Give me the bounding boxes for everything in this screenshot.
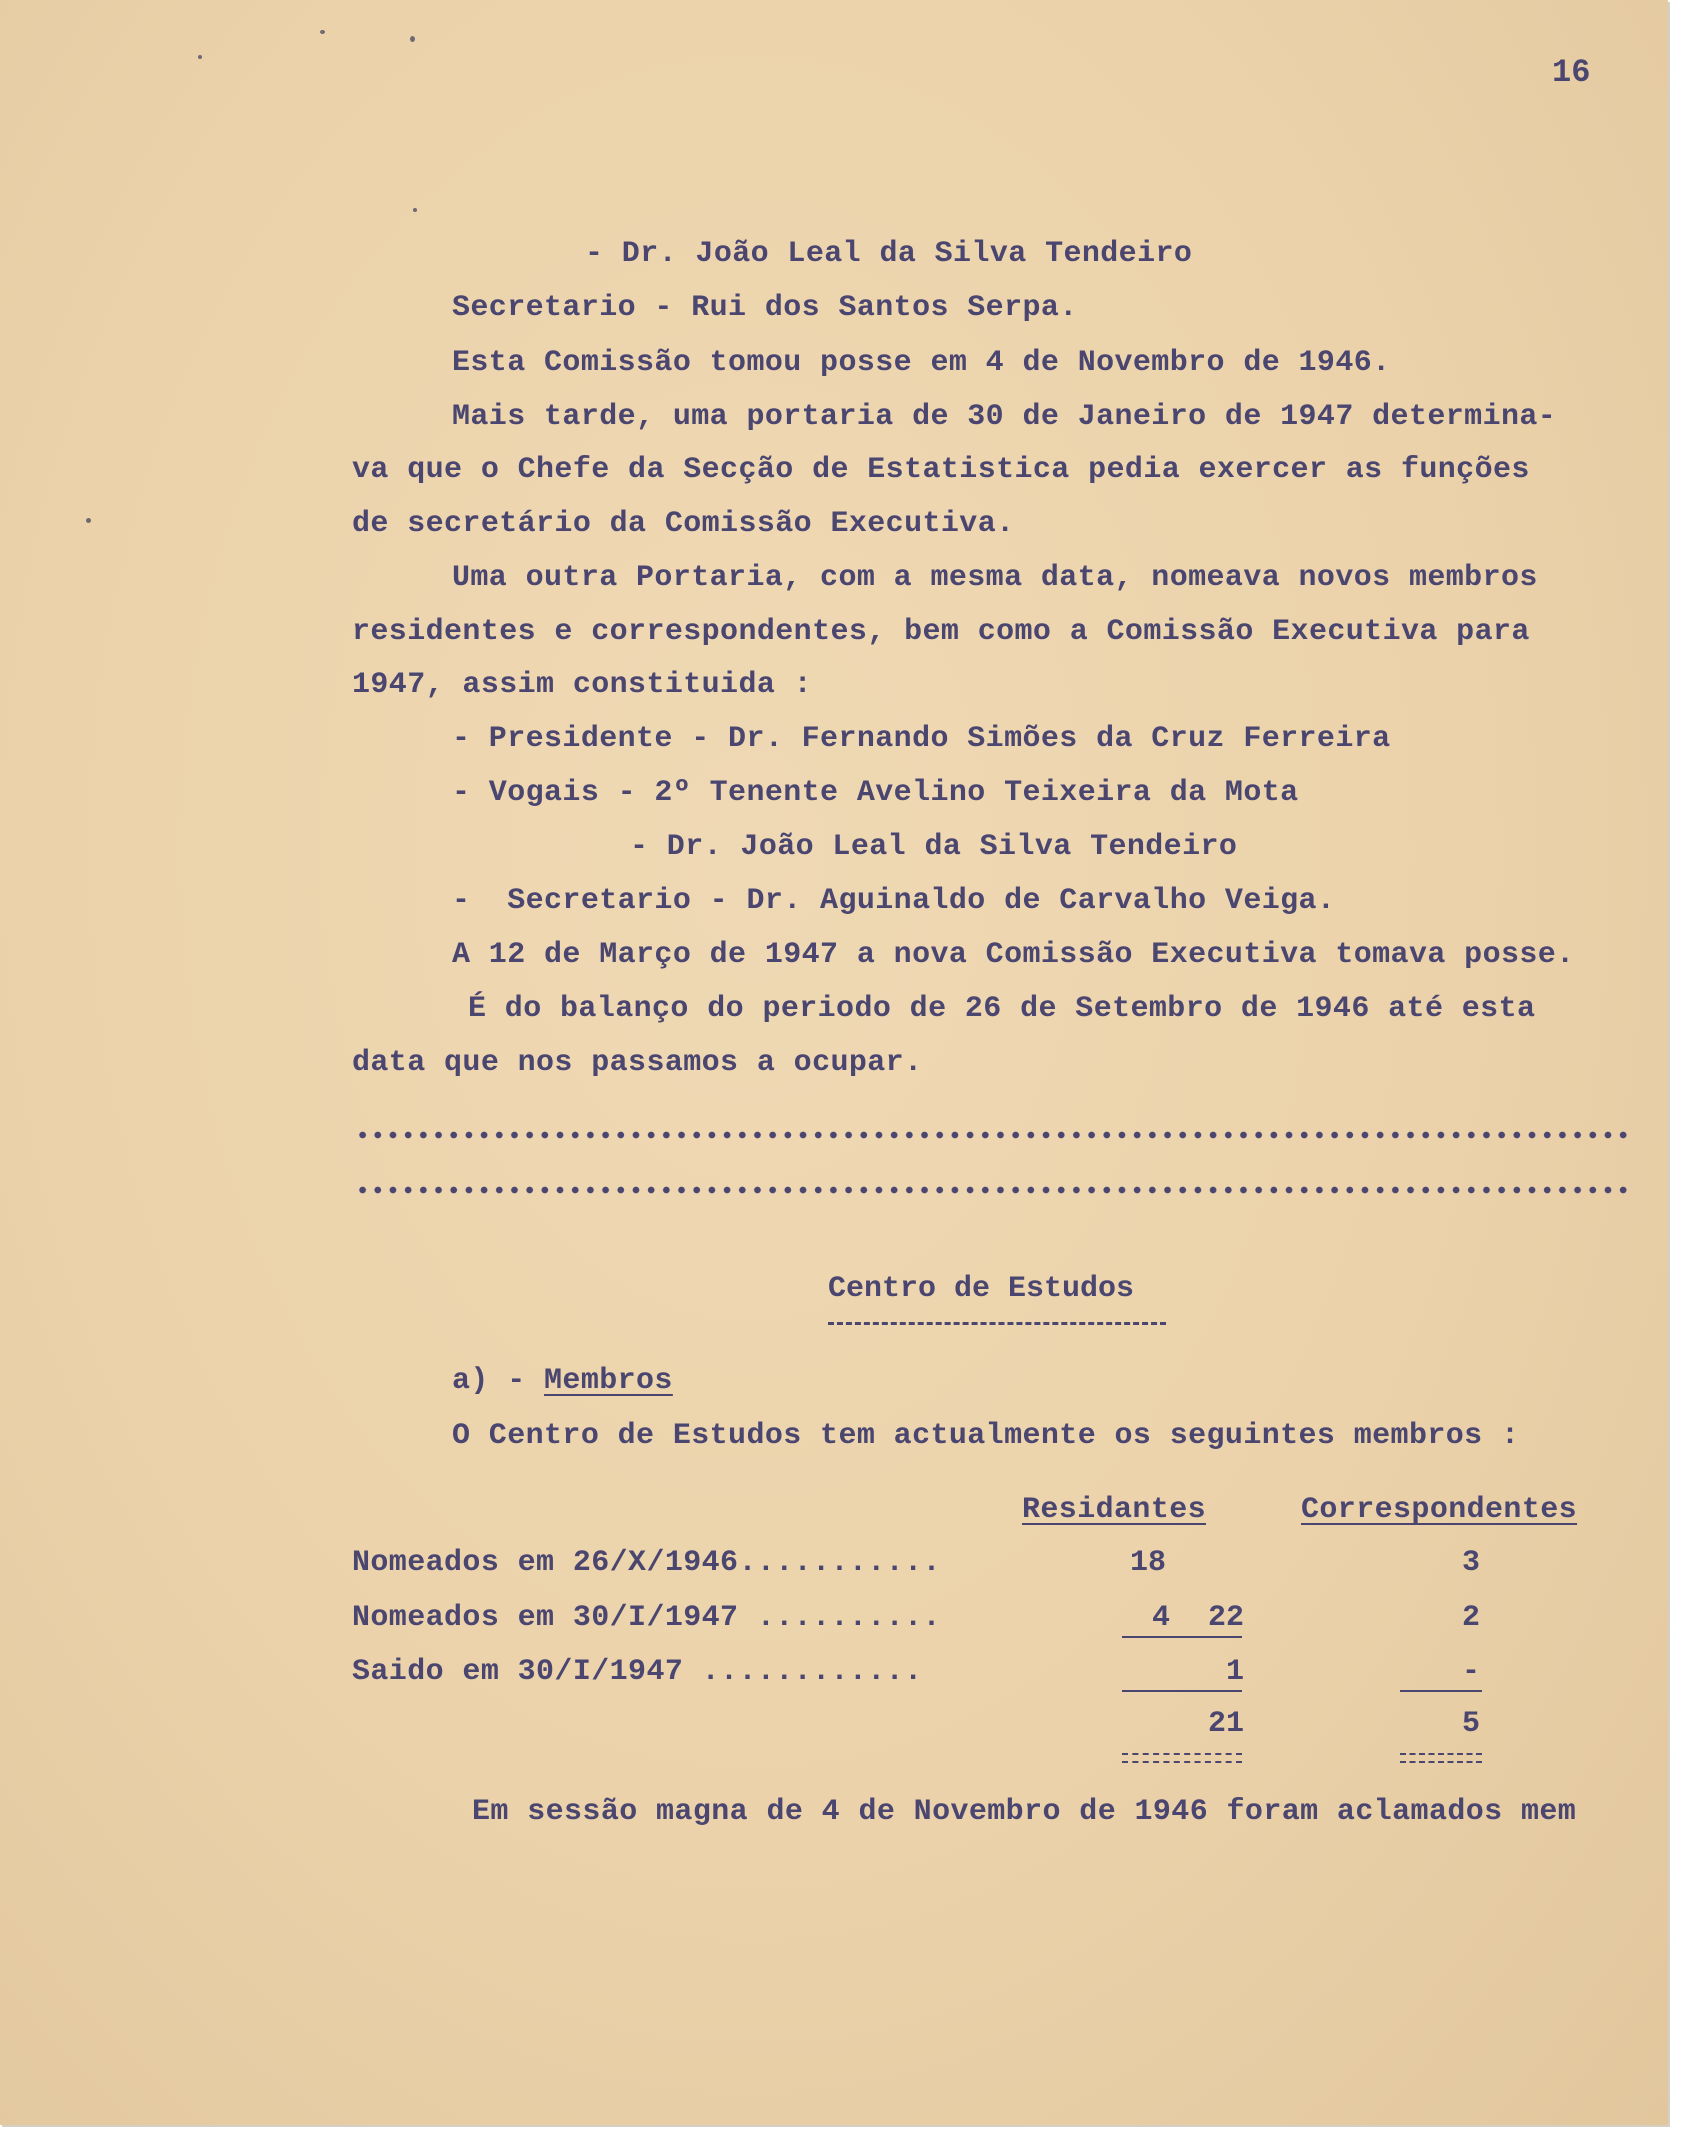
- sum-underline: [1122, 1636, 1242, 1638]
- dotted-separator: [355, 1130, 1633, 1140]
- total-residents: 21: [1207, 1707, 1244, 1741]
- total-double-underline: [1400, 1753, 1482, 1763]
- table-cell-residents-partial: 4: [1151, 1601, 1170, 1635]
- text-line: Secretario - Rui dos Santos Serpa.: [452, 291, 1078, 325]
- total-correspondents: 5: [1461, 1707, 1480, 1741]
- page-number: 16: [1552, 54, 1591, 91]
- text-line: - Dr. João Leal da Silva Tendeiro: [585, 237, 1193, 271]
- subsection-heading: [452, 1363, 673, 1399]
- text-line: data que nos passamos a ocupar.: [352, 1046, 923, 1080]
- text-line: É do balanço do periodo de 26 de Setembro de 1946 até esta: [468, 992, 1536, 1026]
- paper-speck: [320, 30, 325, 34]
- text-line: Mais tarde, uma portaria de 30 de Janeiro de 1947 determina-: [452, 400, 1557, 434]
- table-row-label: Nomeados em 30/I/1947 ..........: [352, 1601, 941, 1635]
- text-line: - Presidente - Dr. Fernando Simões da Cruz Ferreira: [452, 722, 1391, 756]
- table-row-label: Saido em 30/I/1947 ............: [352, 1655, 923, 1689]
- table-cell-correspondents: 3: [1461, 1546, 1480, 1580]
- text-line: de secretário da Comissão Executiva.: [352, 507, 1015, 541]
- dotted-separator: [355, 1185, 1633, 1195]
- text-line: - Secretario - Dr. Aguinaldo de Carvalho Veiga.: [452, 884, 1336, 918]
- sum-underline: [1400, 1690, 1482, 1692]
- members-intro: O Centro de Estudos tem actualmente os seguintes membros :: [452, 1419, 1520, 1453]
- paper-speck: [410, 36, 415, 42]
- total-double-underline: [1122, 1753, 1242, 1763]
- section-title: Centro de Estudos: [828, 1272, 1135, 1306]
- text-line: Esta Comissão tomou posse em 4 de Novembro de 1946.: [452, 346, 1391, 380]
- table-cell-residents: 18: [1129, 1546, 1166, 1580]
- paper-speck: [86, 518, 91, 523]
- table-cell-residents: 1: [1225, 1655, 1244, 1689]
- table-cell-residents: 22: [1207, 1601, 1244, 1635]
- section-title-underline: [828, 1322, 1166, 1325]
- paper-speck: [413, 208, 417, 212]
- paper-speck: [198, 55, 202, 59]
- table-row-label: Nomeados em 26/X/1946...........: [352, 1546, 941, 1580]
- column-header-residents: Residantes: [1022, 1493, 1207, 1527]
- text-line: - Vogais - 2º Tenente Avelino Teixeira da Mota: [452, 776, 1299, 810]
- sum-underline: [1122, 1690, 1242, 1692]
- subsection-prefix: a) -: [452, 1364, 545, 1398]
- table-cell-correspondents: 2: [1461, 1601, 1480, 1635]
- text-line: Uma outra Portaria, com a mesma data, nomeava novos membros: [452, 561, 1538, 595]
- text-line: - Dr. João Leal da Silva Tendeiro: [630, 830, 1238, 864]
- table-cell-correspondents: -: [1461, 1655, 1480, 1689]
- subsection-label: Membros: [544, 1364, 673, 1398]
- text-line: va que o Chefe da Secção de Estatistica pedia exercer as funções: [352, 453, 1530, 487]
- text-line: A 12 de Março de 1947 a nova Comissão Executiva tomava posse.: [452, 938, 1575, 972]
- text-line: 1947, assim constituida :: [352, 668, 813, 702]
- text-line: residentes e correspondentes, bem como a Comissão Executiva para: [352, 615, 1530, 649]
- text-line: Em sessão magna de 4 de Novembro de 1946 foram aclamados mem: [472, 1795, 1577, 1829]
- column-header-correspondents: Correspondentes: [1301, 1493, 1578, 1527]
